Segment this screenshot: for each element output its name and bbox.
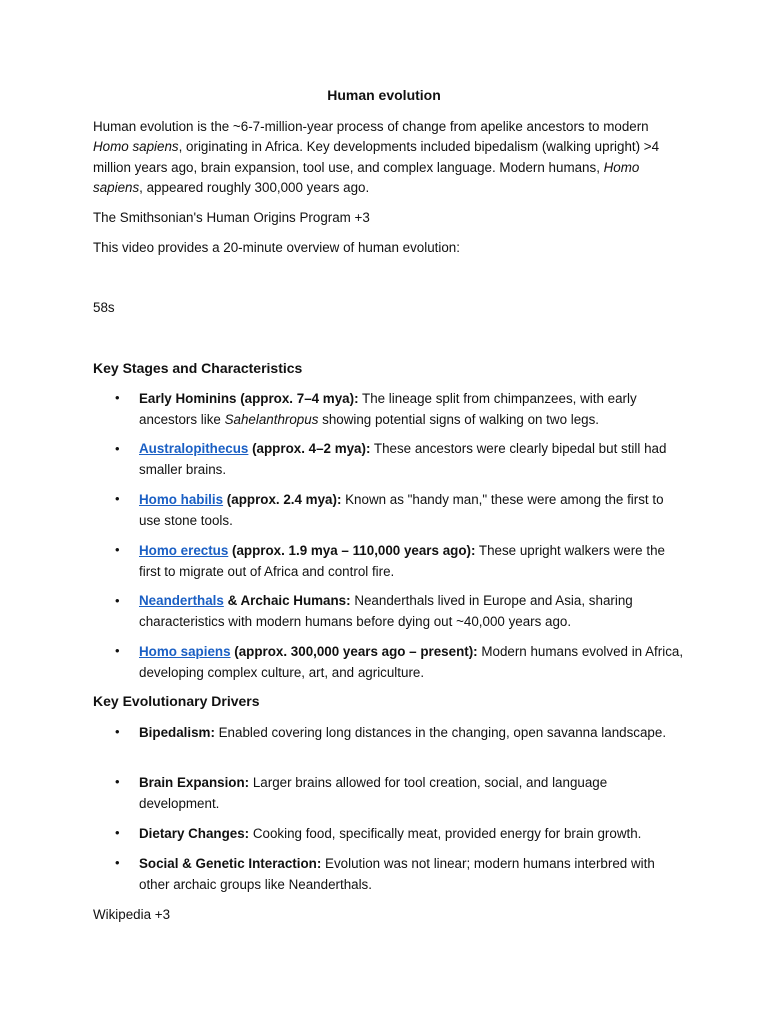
- stage-text: Neanderthals lived in Europe and Asia, sharing characteristics with modern humans before dying out ~40,000 years ago.: [139, 593, 633, 629]
- stage-link-homo-erectus[interactable]: Homo erectus: [139, 543, 229, 558]
- driver-text: Larger brains allowed for tool creation, social, and language development.: [139, 775, 608, 811]
- stage-label: Early Hominins (approx. 7–4 mya):: [139, 391, 359, 406]
- video-duration[interactable]: 58s: [93, 300, 115, 315]
- stage-label: (approx. 2.4 mya):: [223, 492, 342, 507]
- footer-source[interactable]: Wikipedia +3: [93, 907, 171, 922]
- stage-item: [139, 541, 684, 582]
- stage-item: [139, 439, 684, 480]
- stage-link-homo-habilis[interactable]: Homo habilis: [139, 492, 224, 507]
- bullet-icon: •: [115, 542, 120, 557]
- stage-label: (approx. 4–2 mya):: [248, 441, 371, 456]
- bullet-icon: •: [115, 643, 120, 658]
- stage-italic: Sahelanthropus: [224, 411, 319, 427]
- stage-label: (approx. 1.9 mya – 110,000 years ago):: [228, 543, 476, 558]
- stage-item: [139, 389, 684, 430]
- stage-item: [139, 490, 684, 531]
- driver-label: Dietary Changes:: [139, 826, 250, 841]
- driver-item: [139, 854, 684, 895]
- intro-italic-2: Homo sapiens: [93, 159, 640, 195]
- bullet-icon: •: [115, 825, 120, 840]
- stage-link-neanderthals[interactable]: Neanderthals: [139, 593, 224, 608]
- intro-text-2: , originating in Africa. Key developments included bipedalism (walking upright) >4 million years ago, brain expansion, tool use, and complex language. Modern humans,: [93, 139, 660, 175]
- bullet-icon: •: [115, 491, 120, 506]
- bullet-icon: •: [115, 855, 120, 870]
- stage-label: & Archaic Humans:: [223, 593, 351, 608]
- intro-text-1: Human evolution is the ~6-7-million-year process of change from apelike ancestors to modern: [93, 119, 649, 134]
- video-intro-line: This video provides a 20-minute overview of human evolution:: [93, 240, 460, 255]
- intro-text-3: , appeared roughly 300,000 years ago.: [139, 179, 370, 195]
- driver-text: Cooking food, specifically meat, provided energy for brain growth.: [249, 826, 642, 841]
- stage-link-homo-sapiens[interactable]: Homo sapiens: [139, 644, 231, 659]
- driver-label: Brain Expansion:: [139, 775, 250, 790]
- stage-text: showing potential signs of walking on two legs.: [318, 411, 600, 427]
- driver-label: Bipedalism:: [139, 725, 215, 740]
- driver-item: [139, 773, 684, 814]
- driver-item: [139, 723, 684, 744]
- intro-italic-1: Homo sapiens: [93, 139, 179, 155]
- stage-item: [139, 591, 684, 632]
- stage-item: [139, 642, 684, 683]
- driver-item: [139, 824, 684, 845]
- driver-text: Evolution was not linear; modern humans interbred with other archaic groups like Neanderthals.: [139, 856, 655, 892]
- stages-heading: Key Stages and Characteristics: [93, 360, 303, 376]
- bullet-icon: •: [115, 774, 120, 789]
- drivers-heading: Key Evolutionary Drivers: [93, 693, 260, 709]
- stage-text: The lineage split from chimpanzees, with early ancestors like: [139, 391, 637, 427]
- bullet-icon: •: [115, 390, 120, 405]
- bullet-icon: •: [115, 593, 120, 608]
- stage-text: Modern humans evolved in Africa, developing complex culture, art, and agriculture.: [139, 644, 684, 680]
- stage-label: (approx. 300,000 years ago – present):: [230, 644, 478, 659]
- stage-text: These ancestors were clearly bipedal but still had smaller brains.: [139, 441, 667, 477]
- page-title: Human evolution: [327, 87, 441, 103]
- stage-text: Known as "handy man," these were among the first to use stone tools.: [139, 492, 664, 528]
- stage-link-australopithecus[interactable]: Australopithecus: [139, 441, 249, 456]
- source-line[interactable]: The Smithsonian's Human Origins Program +3: [93, 210, 370, 225]
- intro-paragraph: [93, 117, 683, 198]
- stage-text: These upright walkers were the first to migrate out of Africa and control fire.: [139, 543, 665, 579]
- driver-label: Social & Genetic Interaction:: [139, 856, 322, 871]
- bullet-icon: •: [115, 724, 120, 739]
- bullet-icon: •: [115, 441, 120, 456]
- driver-text: Enabled covering long distances in the changing, open savanna landscape.: [214, 725, 667, 740]
